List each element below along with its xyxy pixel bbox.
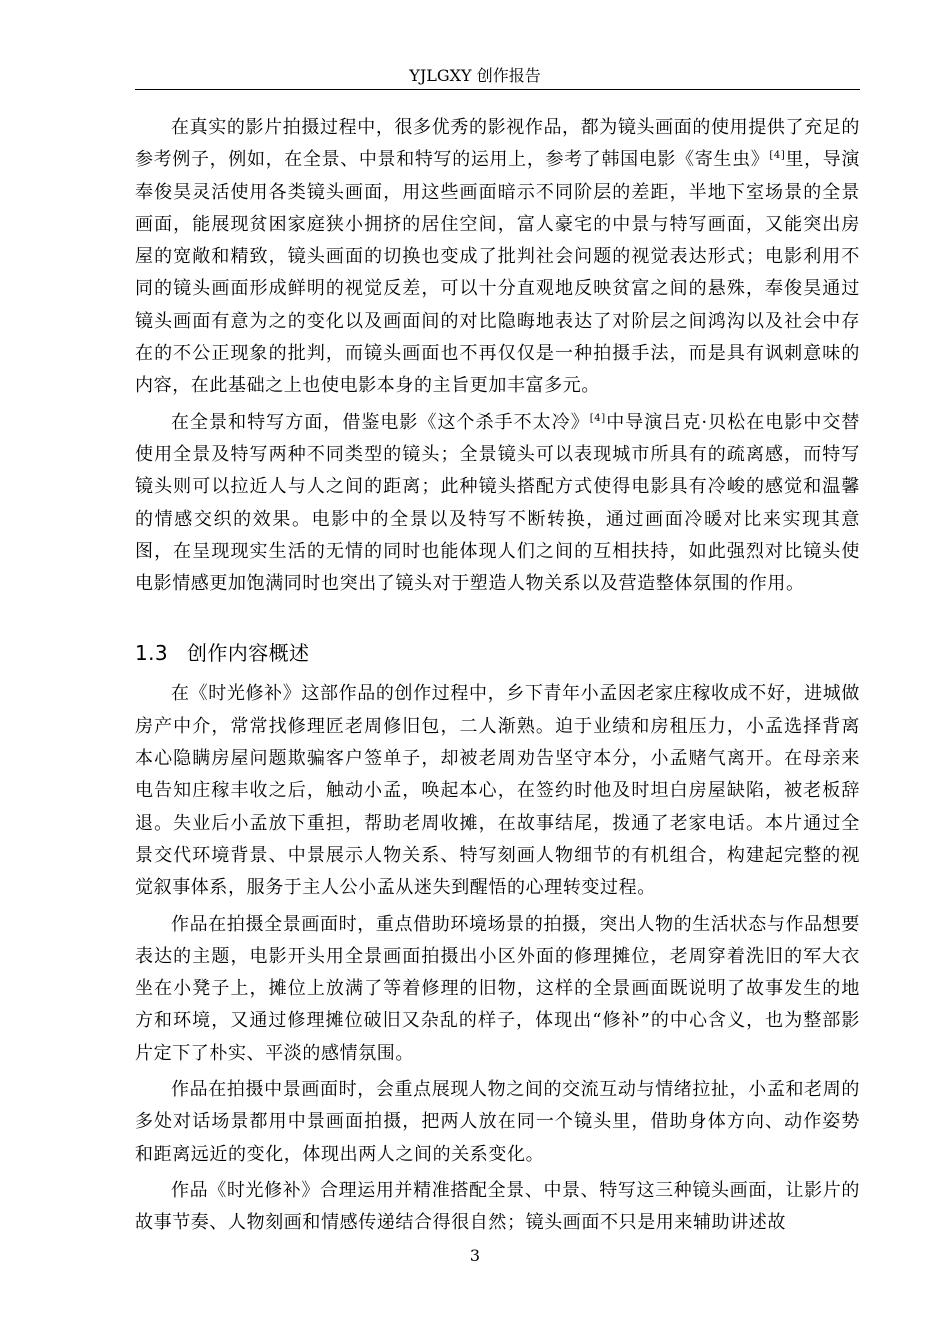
citation-marker: [4] xyxy=(589,412,606,424)
body-paragraph xyxy=(135,407,860,601)
body-paragraph xyxy=(135,112,860,403)
paragraph-text: 作品《时光修补》合理运用并精准搭配全景、中景、特写这三种镜头画面，让影片的故事节奏、人物刻画和情感传递结合得很自然；镜头画面不只是用来辅助讲述故 xyxy=(135,1179,860,1234)
document-body xyxy=(135,112,860,1244)
citation-marker: [4] xyxy=(769,150,786,162)
paragraph-text: 中导演吕克·贝松在电影中交替使用全景及特写两种不同类型的镜头；全景镜头可以表现城市所具有的疏离感，而特写镜头则可以拉近人与人之间的距离；此种镜头搭配方式使得电影具有冷峻的感觉和温馨的情感交织的效果。电影中的全景以及特写不断转换，通过画面冷暖对比来实现其意图，在呈现现实生活的无情的同时也能体现人们之间的互相扶持，如此强烈对比镜头使电影情感更加饱满同时也突出了镜头对于塑造人物关系以及营造整体氛围的作用。 xyxy=(135,411,860,595)
section-number: 1.3 xyxy=(135,641,169,666)
paragraph-text: 作品在拍摄全景画面时，重点借助环境场景的拍摄，突出人物的生活状态与作品想要表达的主题，电影开头用全景画面拍摄出小区外面的修理摊位，老周穿着洗旧的军大衣坐在小凳子上，摊位上放满了等着修理的旧物，这样的全景画面既说明了故事发生的地方和环境，又通过修理摊位破旧又杂乱的样子，体现出“修补”的中心含义，也为整部影片定下了朴实、平淡的感情氛围。 xyxy=(135,913,860,1064)
intro-paragraphs xyxy=(135,112,860,600)
body-paragraph xyxy=(135,909,860,1070)
body-paragraph xyxy=(135,678,860,904)
paragraph-text: 在真实的影片拍摄过程中，很多优秀的影视作品，都为镜头画面的使用提供了充足的参考例子，例如，在全景、中景和特写的运用上，参考了韩国电影《寄生虫》 xyxy=(135,117,860,171)
header-divider xyxy=(135,89,860,90)
paragraph-text: 在《时光修补》这部作品的创作过程中，乡下青年小孟因老家庄稼收成不好，进城做房产中介，常常找修理匠老周修旧包，二人渐熟。迫于业绩和房租压力，小孟选择背离本心隐瞒房屋问题欺骗客户签单子，却被老周劝告坚守本分，小孟赌气离开。在母亲来电告知庄稼丰收之后，触动小孟，唤起本心，在签约时他及时坦白房屋缺陷，被老板辞退。失业后小孟放下重担，帮助老周收摊，在故事结尾，拨通了老家电话。本片通过全景交代环境背景、中景展示人物关系、特写刻画人物细节的有机组合，构建起完整的视觉叙事体系，服务于主人公小孟从迷失到醒悟的心理转变过程。 xyxy=(135,683,860,899)
section-paragraphs xyxy=(135,678,860,1239)
section-title: 创作内容概述 xyxy=(187,641,310,666)
paragraph-text: 在全景和特写方面，借鉴电影《这个杀手不太冷》 xyxy=(171,411,590,433)
page-number: 3 xyxy=(469,1246,481,1265)
body-paragraph xyxy=(135,1074,860,1171)
page-header-title: YJLGXY 创作报告 xyxy=(409,66,541,85)
body-paragraph xyxy=(135,1175,860,1240)
paragraph-text: 里，导演奉俊昊灵活使用各类镜头画面，用这些画面暗示不同阶层的差距，半地下室场景的全景画面，能展现贫困家庭狭小拥挤的居住空间，富人豪宅的中景与特写画面，又能突出房屋的宽敞和精致，镜头画面的切换也变成了批判社会问题的视觉表达形式；电影利用不同的镜头画面形成鲜明的视觉反差，可以十分直观地反映贫富之间的悬殊，奉俊昊通过镜头画面有意为之的变化以及画面间的对比隐晦地表达了对阶层之间鸿沟以及社会中存在的不公正现象的批判，而镜头画面也不再仅仅是一种拍摄手法，而是具有讽刺意味的内容，在此基础之上也使电影本身的主旨更加丰富多元。 xyxy=(135,149,860,397)
section-heading xyxy=(135,636,860,670)
paragraph-text: 作品在拍摄中景画面时，会重点展现人物之间的交流互动与情绪拉扯，小孟和老周的多处对话场景都用中景画面拍摄，把两人放在同一个镜头里，借助身体方向、动作姿势和距离远近的变化，体现出两人之间的关系变化。 xyxy=(135,1079,860,1165)
